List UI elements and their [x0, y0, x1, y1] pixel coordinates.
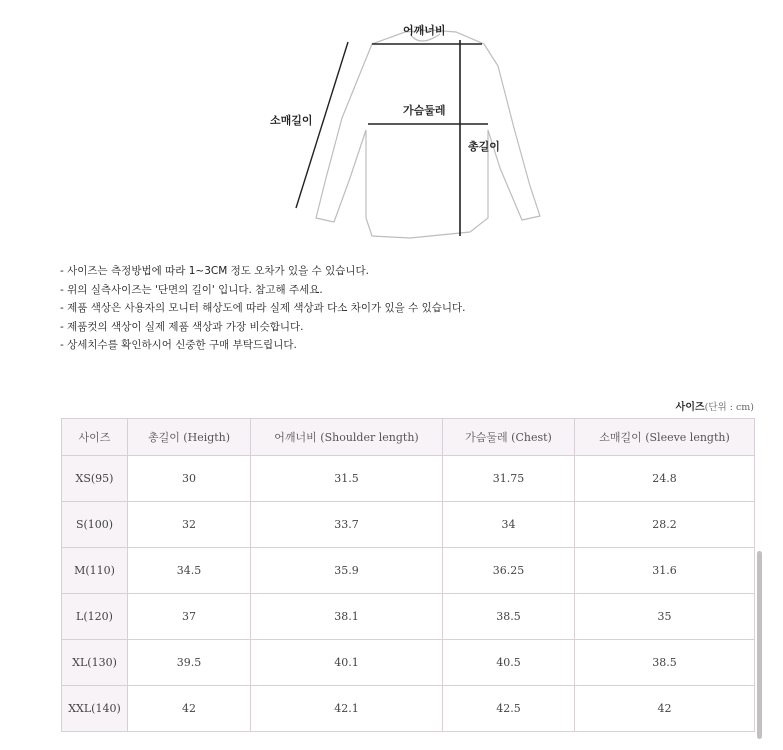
cell-size: M(110) — [62, 548, 128, 594]
cell-shoulder: 42.1 — [251, 686, 443, 732]
table-row — [62, 548, 755, 594]
cell-sleeve: 31.6 — [575, 548, 755, 594]
header-chest: 가슴둘레 (Chest) — [443, 419, 575, 456]
shoulder-label: 어깨너비 — [403, 24, 446, 37]
size-notes — [60, 262, 466, 355]
cell-sleeve: 35 — [575, 594, 755, 640]
cell-shoulder: 35.9 — [251, 548, 443, 594]
header-size: 사이즈 — [62, 419, 128, 456]
cell-shoulder: 38.1 — [251, 594, 443, 640]
header-sleeve: 소매길이 (Sleeve length) — [575, 419, 755, 456]
cell-length: 34.5 — [128, 548, 251, 594]
cell-length: 42 — [128, 686, 251, 732]
sweater-outline-icon — [260, 18, 550, 248]
cell-size: XXL(140) — [62, 686, 128, 732]
caption-unit: (단위 : cm) — [704, 402, 754, 413]
note-item: - 제품 색상은 사용자의 모니터 해상도에 따라 실제 색상과 다소 차이가 있을 수 있습니다. — [60, 302, 466, 314]
cell-length: 39.5 — [128, 640, 251, 686]
table-row — [62, 686, 755, 732]
cell-sleeve: 28.2 — [575, 502, 755, 548]
cell-size: XS(95) — [62, 456, 128, 502]
note-item: - 상세치수를 확인하시어 신중한 구매 부탁드립니다. — [60, 339, 297, 351]
cell-size: L(120) — [62, 594, 128, 640]
size-table — [61, 418, 755, 732]
cell-shoulder: 31.5 — [251, 456, 443, 502]
chest-label: 가슴둘레 — [403, 104, 446, 117]
cell-size: XL(130) — [62, 640, 128, 686]
cell-chest: 34 — [443, 502, 575, 548]
header-shoulder: 어깨너비 (Shoulder length) — [251, 419, 443, 456]
note-item: - 제품컷의 색상이 실제 제품 색상과 가장 비슷합니다. — [60, 320, 304, 333]
cell-length: 37 — [128, 594, 251, 640]
cell-shoulder: 40.1 — [251, 640, 443, 686]
table-header-row — [62, 419, 755, 456]
cell-length: 30 — [128, 456, 251, 502]
cell-chest: 42.5 — [443, 686, 575, 732]
measurement-diagram — [260, 18, 550, 248]
cell-size: S(100) — [62, 502, 128, 548]
header-length: 총길이 (Heigth) — [128, 419, 251, 456]
cell-sleeve: 38.5 — [575, 640, 755, 686]
caption-title: 사이즈 — [675, 402, 705, 413]
scrollbar[interactable] — [757, 551, 762, 739]
table-row — [62, 456, 755, 502]
length-label: 총길이 — [468, 140, 500, 153]
sleeve-label: 소매길이 — [270, 114, 313, 127]
cell-sleeve: 42 — [575, 686, 755, 732]
cell-length: 32 — [128, 502, 251, 548]
table-row — [62, 640, 755, 686]
note-item: - 위의 실측사이즈는 '단면의 길이' 입니다. 참고해 주세요. — [60, 283, 323, 296]
table-row — [62, 594, 755, 640]
size-table-caption — [676, 398, 754, 413]
cell-chest: 31.75 — [443, 456, 575, 502]
cell-chest: 36.25 — [443, 548, 575, 594]
cell-shoulder: 33.7 — [251, 502, 443, 548]
cell-chest: 38.5 — [443, 594, 575, 640]
cell-sleeve: 24.8 — [575, 456, 755, 502]
table-row — [62, 502, 755, 548]
cell-chest: 40.5 — [443, 640, 575, 686]
note-item: - 사이즈는 측정방법에 따라 1~3CM 정도 오차가 있을 수 있습니다. — [60, 265, 370, 277]
